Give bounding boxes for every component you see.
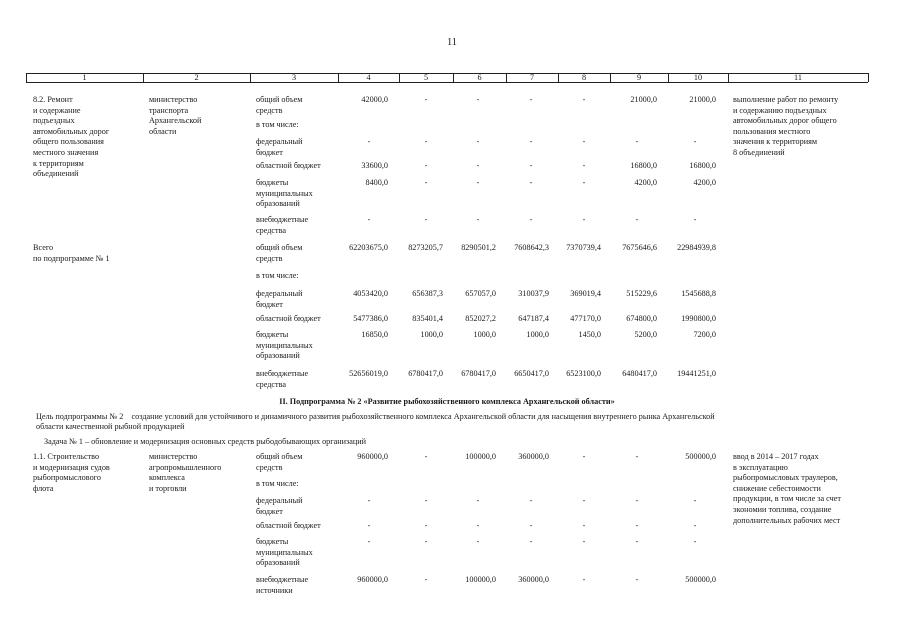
value-dash: - xyxy=(582,161,586,170)
subprogram-title: II. Подпрограмма № 2 «Развитие рыбохозяйственного комплекса Архангельской области» xyxy=(279,397,615,406)
value-dash: - xyxy=(582,496,586,505)
funding-source-line: бюджеты xyxy=(256,178,289,187)
value-dash: - xyxy=(529,537,533,546)
value-cell: 7200,0 xyxy=(693,330,716,339)
value-cell: 360000,0 xyxy=(518,575,549,584)
value-cell: 647187,4 xyxy=(518,314,549,323)
funding-source-line: общий объем xyxy=(256,243,303,252)
value-dash: - xyxy=(476,521,480,530)
funding-source-line: бюджеты xyxy=(256,330,289,339)
value-dash: - xyxy=(693,496,697,505)
value-cell: 6650417,0 xyxy=(514,369,549,378)
column-number: 3 xyxy=(291,73,297,82)
value-cell: 835401,4 xyxy=(412,314,443,323)
value-dash: - xyxy=(529,496,533,505)
value-cell: 657057,0 xyxy=(465,289,496,298)
row-name-line: общего пользования xyxy=(33,137,104,147)
value-cell: 21000,0 xyxy=(689,95,716,104)
executor-line: министерство xyxy=(149,452,198,461)
value-cell: 33600,0 xyxy=(361,161,388,170)
executor-line: агропромышленного xyxy=(149,462,222,472)
value-cell: 4200,0 xyxy=(693,178,716,187)
funding-source-line: бюджеты xyxy=(256,537,289,546)
value-cell: 16800,0 xyxy=(630,161,657,170)
result-line: экономии топлива, создание xyxy=(733,505,832,514)
value-cell: 21000,0 xyxy=(630,95,657,104)
value-cell: 1000,0 xyxy=(420,330,443,339)
value-dash: - xyxy=(424,496,428,505)
value-dash: - xyxy=(693,537,697,546)
value-dash: - xyxy=(529,178,533,187)
column-number: 1 xyxy=(82,73,87,82)
column-number: 10 xyxy=(693,73,703,82)
funding-source-line: образований xyxy=(256,351,300,361)
executor-line: области xyxy=(149,126,177,136)
value-dash: - xyxy=(424,178,428,187)
result-line: продукции, в том числе за счет xyxy=(733,494,841,504)
funding-source-line: муниципальных xyxy=(256,340,313,350)
column-number: 6 xyxy=(477,73,482,82)
goal-line-1: Цель подпрограммы № 2 создание условий для устойчивого и динамичного развития рыбохозяйственного комплекса Архангельской области для насыщения внутреннего рынка Архангельской xyxy=(36,412,715,421)
funding-source-line: бюджет xyxy=(256,299,283,309)
value-cell: 1545688,8 xyxy=(681,289,716,298)
value-dash: - xyxy=(367,496,371,505)
row-name-line: 8.2. Ремонт xyxy=(33,95,73,104)
result-line: дополнительных рабочих мест xyxy=(733,515,841,525)
result-line: значения к территориям xyxy=(733,137,818,147)
column-divider xyxy=(868,73,869,82)
result-line: рыбопромысловых траулеров, xyxy=(733,473,838,483)
value-cell: 360000,0 xyxy=(518,452,549,461)
value-cell: 960000,0 xyxy=(357,452,388,461)
value-cell: 8290501,2 xyxy=(461,243,496,252)
value-cell: 16850,0 xyxy=(361,330,388,339)
value-dash: - xyxy=(367,521,371,530)
value-cell: 477170,0 xyxy=(570,314,601,323)
funding-source-line: образований xyxy=(256,558,300,568)
value-dash: - xyxy=(693,521,697,530)
executor-line: транспорта xyxy=(149,105,189,115)
value-cell: 4200,0 xyxy=(634,178,657,187)
value-dash: - xyxy=(529,215,533,224)
funding-source-line: бюджет xyxy=(256,147,283,157)
funding-source-line: областной бюджет xyxy=(256,314,321,323)
value-cell: 5477386,0 xyxy=(353,314,388,323)
value-dash: - xyxy=(367,537,371,546)
value-dash: - xyxy=(424,137,428,146)
executor-line: министерство xyxy=(149,95,198,104)
value-dash: - xyxy=(424,575,428,584)
value-cell: 22984939,8 xyxy=(677,243,716,252)
column-number: 9 xyxy=(636,73,642,82)
value-dash: - xyxy=(693,137,697,146)
value-cell: 1000,0 xyxy=(526,330,549,339)
page-number: 11 xyxy=(446,37,458,48)
value-cell: 1450,0 xyxy=(578,330,601,339)
row-name-line: Всего xyxy=(33,243,54,252)
funding-source-line: бюджет xyxy=(256,506,283,516)
value-dash: - xyxy=(582,521,586,530)
value-dash: - xyxy=(424,161,428,170)
value-dash: - xyxy=(635,215,639,224)
value-cell: 19441251,0 xyxy=(677,369,716,378)
result-line: 8 объединений xyxy=(733,148,785,157)
funding-source-line: федеральный xyxy=(256,289,303,298)
value-dash: - xyxy=(582,537,586,546)
value-cell: 7370739,4 xyxy=(566,243,601,252)
value-dash: - xyxy=(582,178,586,187)
result-line: выполнение работ по ремонту xyxy=(733,95,839,104)
value-cell: 7608642,3 xyxy=(514,243,549,252)
funding-source-line: средства xyxy=(256,379,287,389)
value-dash: - xyxy=(367,215,371,224)
value-dash: - xyxy=(582,95,586,104)
funding-source-line: средств xyxy=(256,253,283,263)
value-cell: 16800,0 xyxy=(689,161,716,170)
executor-line: комплекса xyxy=(149,473,185,483)
value-cell: 674800,0 xyxy=(626,314,657,323)
value-cell: 1990800,0 xyxy=(681,314,716,323)
funding-source-line: общий объем xyxy=(256,95,303,104)
value-dash: - xyxy=(635,537,639,546)
value-dash: - xyxy=(693,215,697,224)
row-name-line: по подпрограмме № 1 xyxy=(33,253,110,263)
result-line: автомобильных дорог общего xyxy=(733,116,837,126)
funding-source-line: в том числе: xyxy=(256,271,299,280)
value-cell: 8273205,7 xyxy=(408,243,443,252)
value-dash: - xyxy=(476,215,480,224)
row-name-line: к территориям xyxy=(33,158,84,168)
value-dash: - xyxy=(424,215,428,224)
funding-source-line: муниципальных xyxy=(256,547,313,557)
value-cell: 1000,0 xyxy=(473,330,496,339)
task-line: Задача № 1 – обновление и модернизация основных средств рыбодобывающих организаций xyxy=(44,437,367,446)
value-dash: - xyxy=(529,137,533,146)
value-dash: - xyxy=(476,137,480,146)
row-name-line: и содержание xyxy=(33,105,81,115)
value-dash: - xyxy=(476,95,480,104)
row-name-line: объединений xyxy=(33,169,79,179)
funding-source-line: муниципальных xyxy=(256,188,313,198)
value-dash: - xyxy=(635,521,639,530)
value-cell: 5200,0 xyxy=(634,330,657,339)
funding-source-line: средств xyxy=(256,462,283,472)
value-cell: 6780417,0 xyxy=(408,369,443,378)
value-dash: - xyxy=(582,575,586,584)
value-dash: - xyxy=(424,537,428,546)
column-number: 4 xyxy=(366,73,371,82)
funding-source-line: источники xyxy=(256,585,293,595)
column-number: 8 xyxy=(581,73,587,82)
value-dash: - xyxy=(476,178,480,187)
value-dash: - xyxy=(529,95,533,104)
row-name-line: флота xyxy=(33,483,54,493)
value-dash: - xyxy=(476,161,480,170)
value-dash: - xyxy=(476,496,480,505)
value-dash: - xyxy=(529,521,533,530)
funding-source-line: образований xyxy=(256,199,300,209)
value-cell: 100000,0 xyxy=(465,452,496,461)
result-line: пользования местного xyxy=(733,126,811,136)
value-dash: - xyxy=(582,452,586,461)
column-number: 2 xyxy=(194,73,199,82)
funding-source-line: средства xyxy=(256,225,287,235)
value-cell: 52656019,0 xyxy=(349,369,388,378)
column-number: 11 xyxy=(794,73,802,82)
funding-source-line: областной бюджет xyxy=(256,161,321,170)
value-cell: 500000,0 xyxy=(685,452,716,461)
value-cell: 100000,0 xyxy=(465,575,496,584)
column-number: 5 xyxy=(423,73,429,82)
value-dash: - xyxy=(529,161,533,170)
value-cell: 369019,4 xyxy=(570,289,601,298)
funding-source-line: внебюджетные xyxy=(256,215,309,224)
value-dash: - xyxy=(424,521,428,530)
value-dash: - xyxy=(476,537,480,546)
value-cell: 6780417,0 xyxy=(461,369,496,378)
value-cell: 8400,0 xyxy=(365,178,388,187)
row-name-line: подъездных xyxy=(33,116,75,126)
value-dash: - xyxy=(367,137,371,146)
funding-source-line: внебюджетные xyxy=(256,575,309,584)
value-cell: 960000,0 xyxy=(357,575,388,584)
row-name-line: местного значения xyxy=(33,148,99,157)
value-dash: - xyxy=(635,452,639,461)
funding-source-line: областной бюджет xyxy=(256,521,321,530)
value-dash: - xyxy=(424,452,428,461)
goal-line-2: области качественной рыбной продукцией xyxy=(36,422,185,431)
value-cell: 4053420,0 xyxy=(353,289,388,298)
funding-source-line: внебюджетные xyxy=(256,369,309,378)
funding-source-line: средств xyxy=(256,105,283,115)
column-number: 7 xyxy=(529,73,535,82)
value-cell: 6480417,0 xyxy=(622,369,657,378)
funding-source-line: федеральный xyxy=(256,496,303,505)
value-dash: - xyxy=(424,95,428,104)
header-bottom-rule xyxy=(26,82,868,83)
value-cell: 6523100,0 xyxy=(566,369,601,378)
funding-source-line: общий объем xyxy=(256,452,303,461)
value-dash: - xyxy=(635,575,639,584)
value-cell: 7675646,6 xyxy=(622,243,657,252)
value-cell: 656387,3 xyxy=(412,289,443,298)
value-cell: 852027,2 xyxy=(465,314,496,323)
executor-line: и торговли xyxy=(149,483,187,493)
value-dash: - xyxy=(635,496,639,505)
funding-source-line: в том числе: xyxy=(256,120,299,129)
row-name-line: 1.1. Строительство xyxy=(33,452,100,461)
result-line: в эксплуатацию xyxy=(733,462,788,472)
executor-line: Архангельской xyxy=(149,116,202,126)
value-cell: 515229,6 xyxy=(626,289,657,298)
result-line: ввод в 2014 – 2017 годах xyxy=(733,452,819,461)
result-line: и содержанию подъездных xyxy=(733,105,827,115)
row-name-line: автомобильных дорог xyxy=(33,126,110,136)
row-name-line: рыбопромыслового xyxy=(33,473,101,483)
row-name-line: и модернизация судов xyxy=(33,462,110,472)
value-cell: 310037,9 xyxy=(518,289,549,298)
value-cell: 62203675,0 xyxy=(349,243,388,252)
funding-source-line: федеральный xyxy=(256,137,303,146)
value-cell: 42000,0 xyxy=(361,95,388,104)
result-line: снижение себестоимости xyxy=(733,483,821,493)
value-dash: - xyxy=(582,215,586,224)
value-dash: - xyxy=(635,137,639,146)
value-dash: - xyxy=(582,137,586,146)
value-cell: 500000,0 xyxy=(685,575,716,584)
funding-source-line: в том числе: xyxy=(256,479,299,488)
